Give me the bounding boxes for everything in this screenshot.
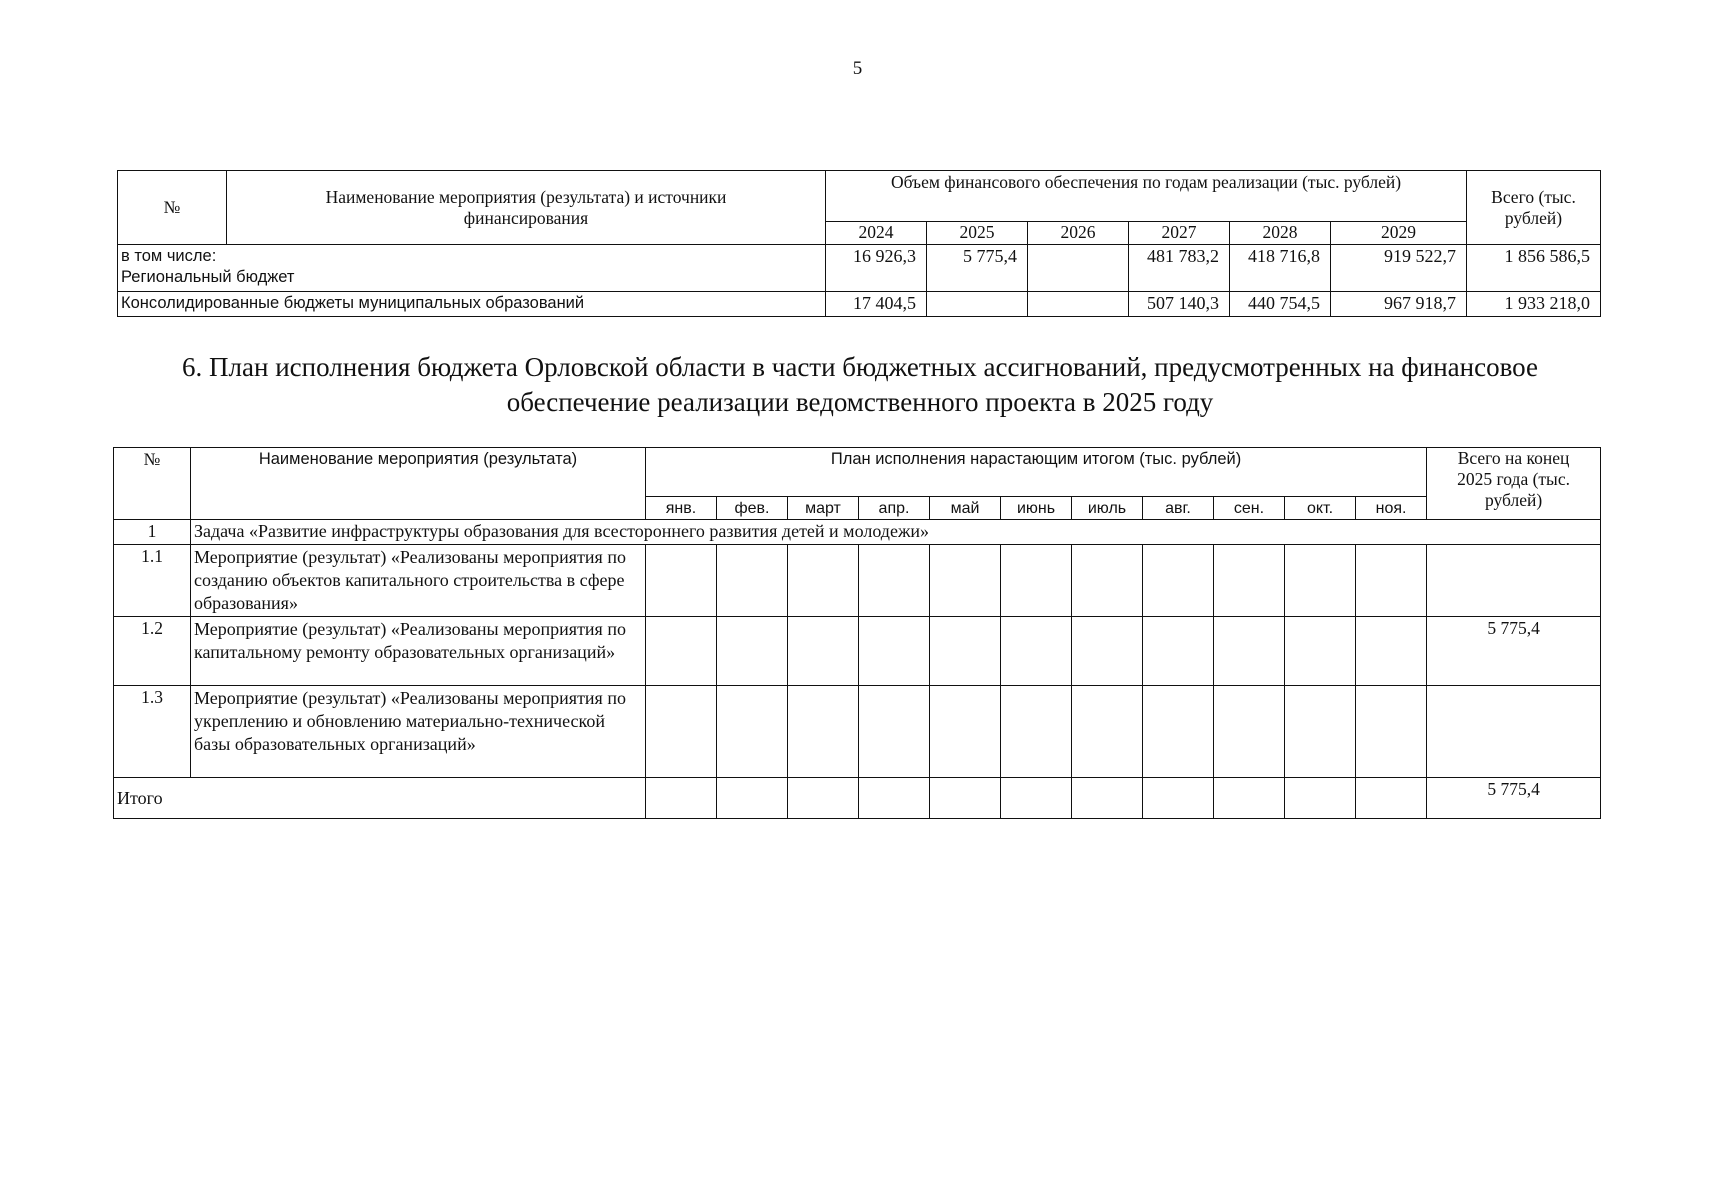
year-header: 2025 [927,222,1028,245]
month-cell [1143,545,1214,617]
month-cell [646,545,717,617]
month-cell [859,686,930,778]
funding-table [117,170,1601,317]
month-cell [930,778,1001,819]
row-number: 1 [114,520,191,545]
source-name-cell: Консолидированные бюджеты муниципальных образований [118,292,826,317]
month-header: сен. [1214,497,1285,520]
month-header: март [788,497,859,520]
funding-table-header-row [118,171,1601,222]
month-cell [1072,545,1143,617]
year-header: 2024 [826,222,927,245]
page-number: 5 [852,58,863,79]
value-cell: 967 918,7 [1331,292,1467,317]
name-header: Наименование мероприятия (результата) [191,448,646,520]
month-cell [930,617,1001,686]
year-header: 2027 [1129,222,1230,245]
grand-total-cell: 5 775,4 [1427,778,1601,819]
activity-text: Мероприятие (результат) «Реализованы мероприятия по капитальному ремонту образовательных организаций» [191,617,646,686]
value-cell: 16 926,3 [826,245,927,292]
row-total-cell: 5 775,4 [1427,617,1601,686]
month-cell [1356,545,1427,617]
source-name-cell [118,245,826,292]
table-row [114,686,1601,778]
month-cell [717,778,788,819]
year-header: 2026 [1028,222,1129,245]
plan-table-header-row [114,448,1601,497]
budget-plan-table [113,447,1601,819]
month-cell [1001,778,1072,819]
month-cell [1001,545,1072,617]
month-cell [788,545,859,617]
month-cell [859,778,930,819]
month-header: окт. [1285,497,1356,520]
month-header: июль [1072,497,1143,520]
month-cell [1072,617,1143,686]
month-cell [646,778,717,819]
name-header: Наименование мероприятия (результата) и источники финансирования [227,171,826,245]
month-cell [717,545,788,617]
num-header: № [114,448,191,520]
num-header: № [118,171,227,245]
month-cell [717,617,788,686]
value-cell [1028,245,1129,292]
month-cell [1356,617,1427,686]
value-cell: 507 140,3 [1129,292,1230,317]
total-header: Всего на конец 2025 года (тыс. рублей) [1427,448,1601,520]
row-number: 1.3 [114,686,191,778]
month-header: апр. [859,497,930,520]
activity-text: Мероприятие (результат) «Реализованы мероприятия по укреплению и обновлению материально-технической базы образовательных организаций» [191,686,646,778]
month-cell [1285,778,1356,819]
section-heading: 6. План исполнения бюджета Орловской области в части бюджетных ассигнований, предусмотренных на финансовое обеспечение реализации ведомственного проекта в 2025 году [182,352,1538,417]
source-name-line: в том числе: [121,247,217,265]
value-cell [1028,292,1129,317]
month-cell [1214,778,1285,819]
value-cell: 919 522,7 [1331,245,1467,292]
month-cell [788,617,859,686]
month-cell [646,617,717,686]
month-cell [1001,686,1072,778]
month-cell [1356,778,1427,819]
table-row [118,292,1601,317]
source-name-line: Региональный бюджет [121,268,295,286]
total-cell: 1 933 218,0 [1467,292,1601,317]
month-cell [646,686,717,778]
month-header: июнь [1001,497,1072,520]
table-row [118,245,1601,292]
month-cell [1285,686,1356,778]
month-cell [1001,617,1072,686]
year-header: 2029 [1331,222,1467,245]
task-row [114,520,1601,545]
month-cell [1214,686,1285,778]
table-row [114,617,1601,686]
month-header: янв. [646,497,717,520]
row-number: 1.1 [114,545,191,617]
month-cell [1143,617,1214,686]
month-cell [788,686,859,778]
value-cell: 17 404,5 [826,292,927,317]
activity-text: Мероприятие (результат) «Реализованы мероприятия по созданию объектов капитального строительства в сфере образования» [191,545,646,617]
month-cell [788,778,859,819]
plan-header: План исполнения нарастающим итогом (тыс. рублей) [646,448,1427,497]
month-header: ноя. [1356,497,1427,520]
task-text: Задача «Развитие инфраструктуры образования для всестороннего развития детей и молодежи» [191,520,1601,545]
month-cell [1285,545,1356,617]
month-cell [1214,617,1285,686]
month-cell [1356,686,1427,778]
total-cell: 1 856 586,5 [1467,245,1601,292]
month-header: май [930,497,1001,520]
month-cell [859,545,930,617]
total-row [114,778,1601,819]
value-cell: 5 775,4 [927,245,1028,292]
value-cell: 440 754,5 [1230,292,1331,317]
row-total-cell [1427,545,1601,617]
month-cell [1072,778,1143,819]
value-cell: 418 716,8 [1230,245,1331,292]
table-row [114,545,1601,617]
value-cell: 481 783,2 [1129,245,1230,292]
year-header: 2028 [1230,222,1331,245]
month-cell [1285,617,1356,686]
month-cell [1143,686,1214,778]
month-cell [1143,778,1214,819]
month-header: авг. [1143,497,1214,520]
month-cell [717,686,788,778]
value-cell [927,292,1028,317]
total-label: Итого [114,778,646,819]
total-header: Всего (тыс. рублей) [1467,171,1601,245]
month-cell [1214,545,1285,617]
row-total-cell [1427,686,1601,778]
month-cell [930,686,1001,778]
month-cell [930,545,1001,617]
month-cell [859,617,930,686]
row-number: 1.2 [114,617,191,686]
month-header: фев. [717,497,788,520]
volume-header: Объем финансового обеспечения по годам реализации (тыс. рублей) [826,171,1467,222]
month-cell [1072,686,1143,778]
